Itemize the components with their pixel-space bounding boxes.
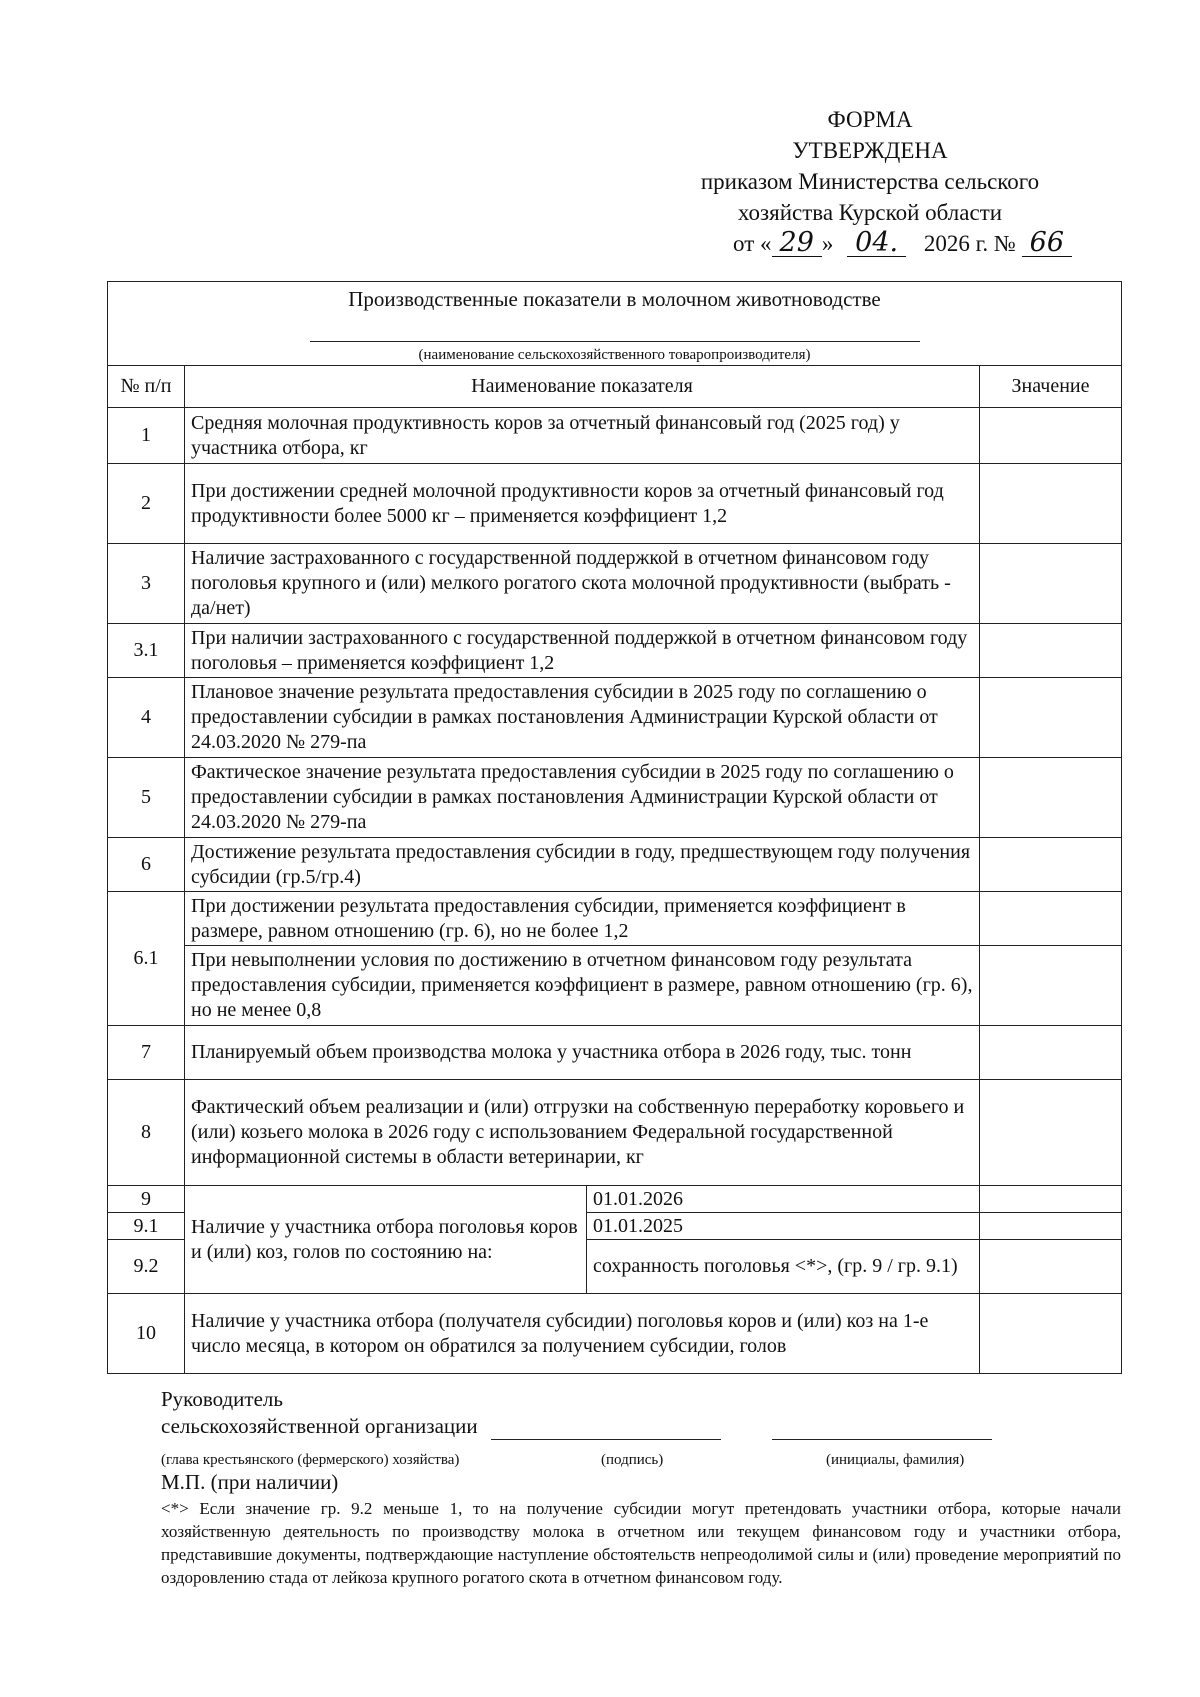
row-num: 9.1 (108, 1213, 185, 1240)
value-cell[interactable] (980, 544, 1122, 624)
row-num: 10 (108, 1294, 185, 1374)
row-text: Плановое значение результата предоставления субсидии в 2025 году по соглашению о предоставлении субсидии в рамках постановления Администрации Курской области от 24.03.2020 № 279-па (185, 678, 980, 758)
date-prefix: от « (733, 231, 772, 256)
table-title-cell (108, 282, 1122, 366)
value-cell[interactable] (980, 1026, 1122, 1080)
table-row (108, 946, 1122, 1026)
table-row (108, 408, 1122, 464)
date-mid: » (821, 231, 834, 256)
order-issuer-region: хозяйства Курской области (737, 200, 1003, 225)
approval-block (640, 104, 1100, 259)
row-num: 4 (108, 678, 185, 758)
table-row (108, 624, 1122, 678)
row-num: 9 (108, 1186, 185, 1213)
order-issuer: приказом Министерства сельского (700, 169, 1040, 194)
head-caption: (глава крестьянского (фермерского) хозяйства) (161, 1452, 460, 1468)
table-row (108, 1026, 1122, 1080)
value-cell[interactable] (980, 408, 1122, 464)
table-row (108, 838, 1122, 892)
name-line[interactable] (772, 1415, 992, 1440)
signature-block (161, 1386, 1121, 1496)
handwritten-day: 29 (772, 230, 822, 257)
table-row (108, 544, 1122, 624)
indicators-table (107, 281, 1122, 1374)
handwritten-order-number: 66 (1022, 230, 1072, 257)
row-num: 3.1 (108, 624, 185, 678)
row-text: Средняя молочная продуктивность коров за отчетный финансовый год (2025 год) у участника отбора, кг (185, 408, 980, 464)
table-row (108, 892, 1122, 946)
value-cell[interactable] (980, 892, 1122, 946)
value-cell[interactable] (980, 1186, 1122, 1213)
row-num: 7 (108, 1026, 185, 1080)
table-row (108, 464, 1122, 544)
stamp-label: М.П. (при наличии) (161, 1470, 339, 1494)
row-num: 1 (108, 408, 185, 464)
row-text: При достижении средней молочной продуктивности коров за отчетный финансовый год продуктивности более 5000 кг – применяется коэффициент 1,2 (185, 464, 980, 544)
table-row (108, 678, 1122, 758)
value-cell[interactable] (980, 758, 1122, 838)
value-cell[interactable] (980, 1213, 1122, 1240)
value-cell[interactable] (980, 1294, 1122, 1374)
value-cell[interactable] (980, 1080, 1122, 1186)
table-row (108, 1080, 1122, 1186)
value-cell[interactable] (980, 946, 1122, 1026)
row-num: 6 (108, 838, 185, 892)
form-label: ФОРМА (827, 107, 913, 132)
row-num: 9.2 (108, 1240, 185, 1294)
row-text: Достижение результата предоставления субсидии в году, предшествующем году получения субсидии (гр.5/гр.4) (185, 838, 980, 892)
caption-row (161, 1443, 1121, 1469)
order-date-line (640, 228, 1100, 259)
table-row (108, 1294, 1122, 1374)
table-header-row (108, 366, 1122, 408)
table-title-row (108, 282, 1122, 366)
col-header-num: № п/п (108, 366, 185, 408)
signature-line[interactable] (491, 1415, 721, 1440)
value-cell[interactable] (980, 624, 1122, 678)
approved-label: УТВЕРЖДЕНА (792, 138, 948, 163)
value-cell[interactable] (980, 838, 1122, 892)
sub-label: 01.01.2026 (587, 1186, 980, 1213)
year-and-number: 2026 г. № (923, 231, 1016, 256)
row-num: 6.1 (108, 892, 185, 1026)
producer-name-line (310, 340, 920, 342)
table-row (108, 758, 1122, 838)
signature-caption: (подпись) (601, 1452, 664, 1468)
name-caption: (инициалы, фамилия) (826, 1452, 965, 1468)
value-cell[interactable] (980, 678, 1122, 758)
row-text: Наличие у участника отбора поголовья коров и (или) коз, голов по состоянию на: (185, 1186, 587, 1294)
row-text: При достижении результата предоставления субсидии, применяется коэффициент в размере, равном отношению (гр. 6), но не более 1,2 (185, 892, 980, 946)
table-row (108, 1186, 1122, 1213)
row-num: 8 (108, 1080, 185, 1186)
handwritten-month: 04. (847, 230, 906, 257)
row-text: Наличие у участника отбора (получателя субсидии) поголовья коров и (или) коз на 1-е число месяца, в котором он обратился за получением субсидии, голов (185, 1294, 980, 1374)
row-text: Наличие застрахованного с государственной поддержкой в отчетном финансовом году поголовья крупного и (или) мелкого рогатого скота молочной продуктивности (выбрать - да/нет) (185, 544, 980, 624)
row-text: Планируемый объем производства молока у участника отбора в 2026 году, тыс. тонн (185, 1026, 980, 1080)
row-text: Фактическое значение результата предоставления субсидии в 2025 году по соглашению о предоставлении субсидии в рамках постановления Администрации Курской области от 24.03.2020 № 279-па (185, 758, 980, 838)
head-title-line (161, 1413, 1121, 1443)
row-num: 2 (108, 464, 185, 544)
producer-caption: (наименование сельскохозяйственного товаропроизводителя) (418, 347, 811, 363)
head-title-2: сельскохозяйственной организации (161, 1414, 478, 1438)
row-num: 5 (108, 758, 185, 838)
col-header-name: Наименование показателя (185, 366, 980, 408)
footnote: <*> Если значение гр. 9.2 меньше 1, то на получение субсидии могут претендовать участники отбора, которые начали хозяйственную деятельность по производству молока в отчетном или текущем финансовом году и участники отбора, представившие документы, подтверждающие наступление обстоятельств непреодолимой силы и (или) проведение мероприятий по оздоровлению стада от лейкоза крупного рогатого скота в отчетном финансовом году. (161, 1499, 1121, 1587)
sub-label: сохранность поголовья <*>, (гр. 9 / гр. 9.1) (587, 1240, 980, 1294)
col-header-value: Значение (980, 366, 1122, 408)
sub-label: 01.01.2025 (587, 1213, 980, 1240)
value-cell[interactable] (980, 1240, 1122, 1294)
row-num: 3 (108, 544, 185, 624)
row-text: Фактический объем реализации и (или) отгрузки на собственную переработку коровьего и (или) козьего молока в 2026 году с использованием Федеральной государственной информационной системы в области ветеринарии, кг (185, 1080, 980, 1186)
table-title: Производственные показатели в молочном животноводстве (348, 287, 881, 311)
row-text: При невыполнении условия по достижению в отчетном финансовом году результата предоставления субсидии, применяется коэффициент в размере, равном отношению (гр. 6), но не менее 0,8 (185, 946, 980, 1026)
value-cell[interactable] (980, 464, 1122, 544)
head-title-1: Руководитель (161, 1387, 283, 1411)
row-text: При наличии застрахованного с государственной поддержкой в отчетном финансовом году поголовья – применяется коэффициент 1,2 (185, 624, 980, 678)
